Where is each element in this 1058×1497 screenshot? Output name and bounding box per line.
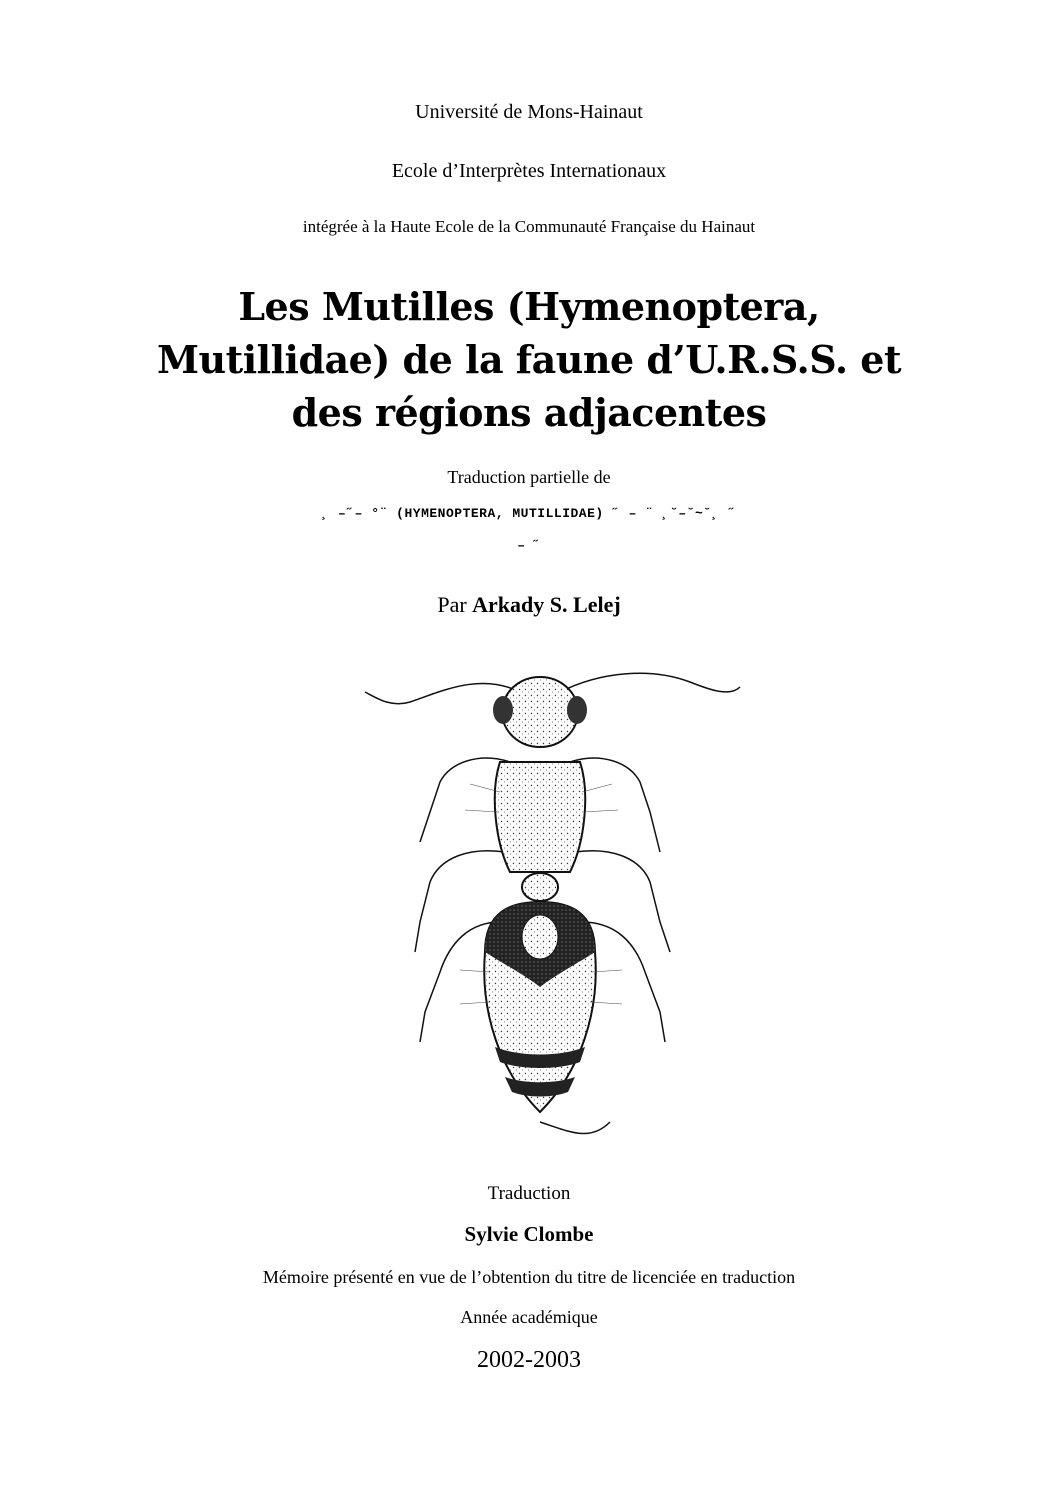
subtitle: Traduction partielle de <box>447 467 611 487</box>
title-line-2: Mutillidae) de la faune d’U.R.S.S. et <box>156 337 902 382</box>
translator-name: Sylvie Clombe <box>464 1222 594 1246</box>
title-line-1: Les Mutilles (Hymenoptera, <box>238 284 820 329</box>
academic-year: 2002-2003 <box>477 1347 581 1373</box>
mutillid-wasp-illustration <box>320 652 760 1152</box>
academic-year-label: Année académique <box>460 1307 598 1327</box>
document-title <box>0 280 1058 439</box>
author-name: Arkady S. Lelej <box>472 592 621 617</box>
affiliation: intégrée à la Haute Ecole de la Communauté Française du Hainaut <box>302 217 756 236</box>
translation-label: Traduction <box>487 1183 571 1204</box>
original-title-line-2: – ˝ <box>517 538 541 553</box>
school-name: Ecole d’Interprètes Internationaux <box>391 160 667 182</box>
original-title-line-1: ¸ –˝– °¨ (HYMENOPTERA, MUTILLIDAE) ˝ – ¨ ¸˘–˘~˘¸ ˝ <box>321 506 737 521</box>
memoire-statement: Mémoire présenté en vue de l’obtention du titre de licenciée en traduction <box>262 1267 796 1287</box>
title-line-3: des régions adjacentes <box>291 390 767 435</box>
author-prefix: Par <box>437 592 467 617</box>
author-line <box>0 592 1058 618</box>
university-name: Université de Mons-Hainaut <box>415 101 643 123</box>
